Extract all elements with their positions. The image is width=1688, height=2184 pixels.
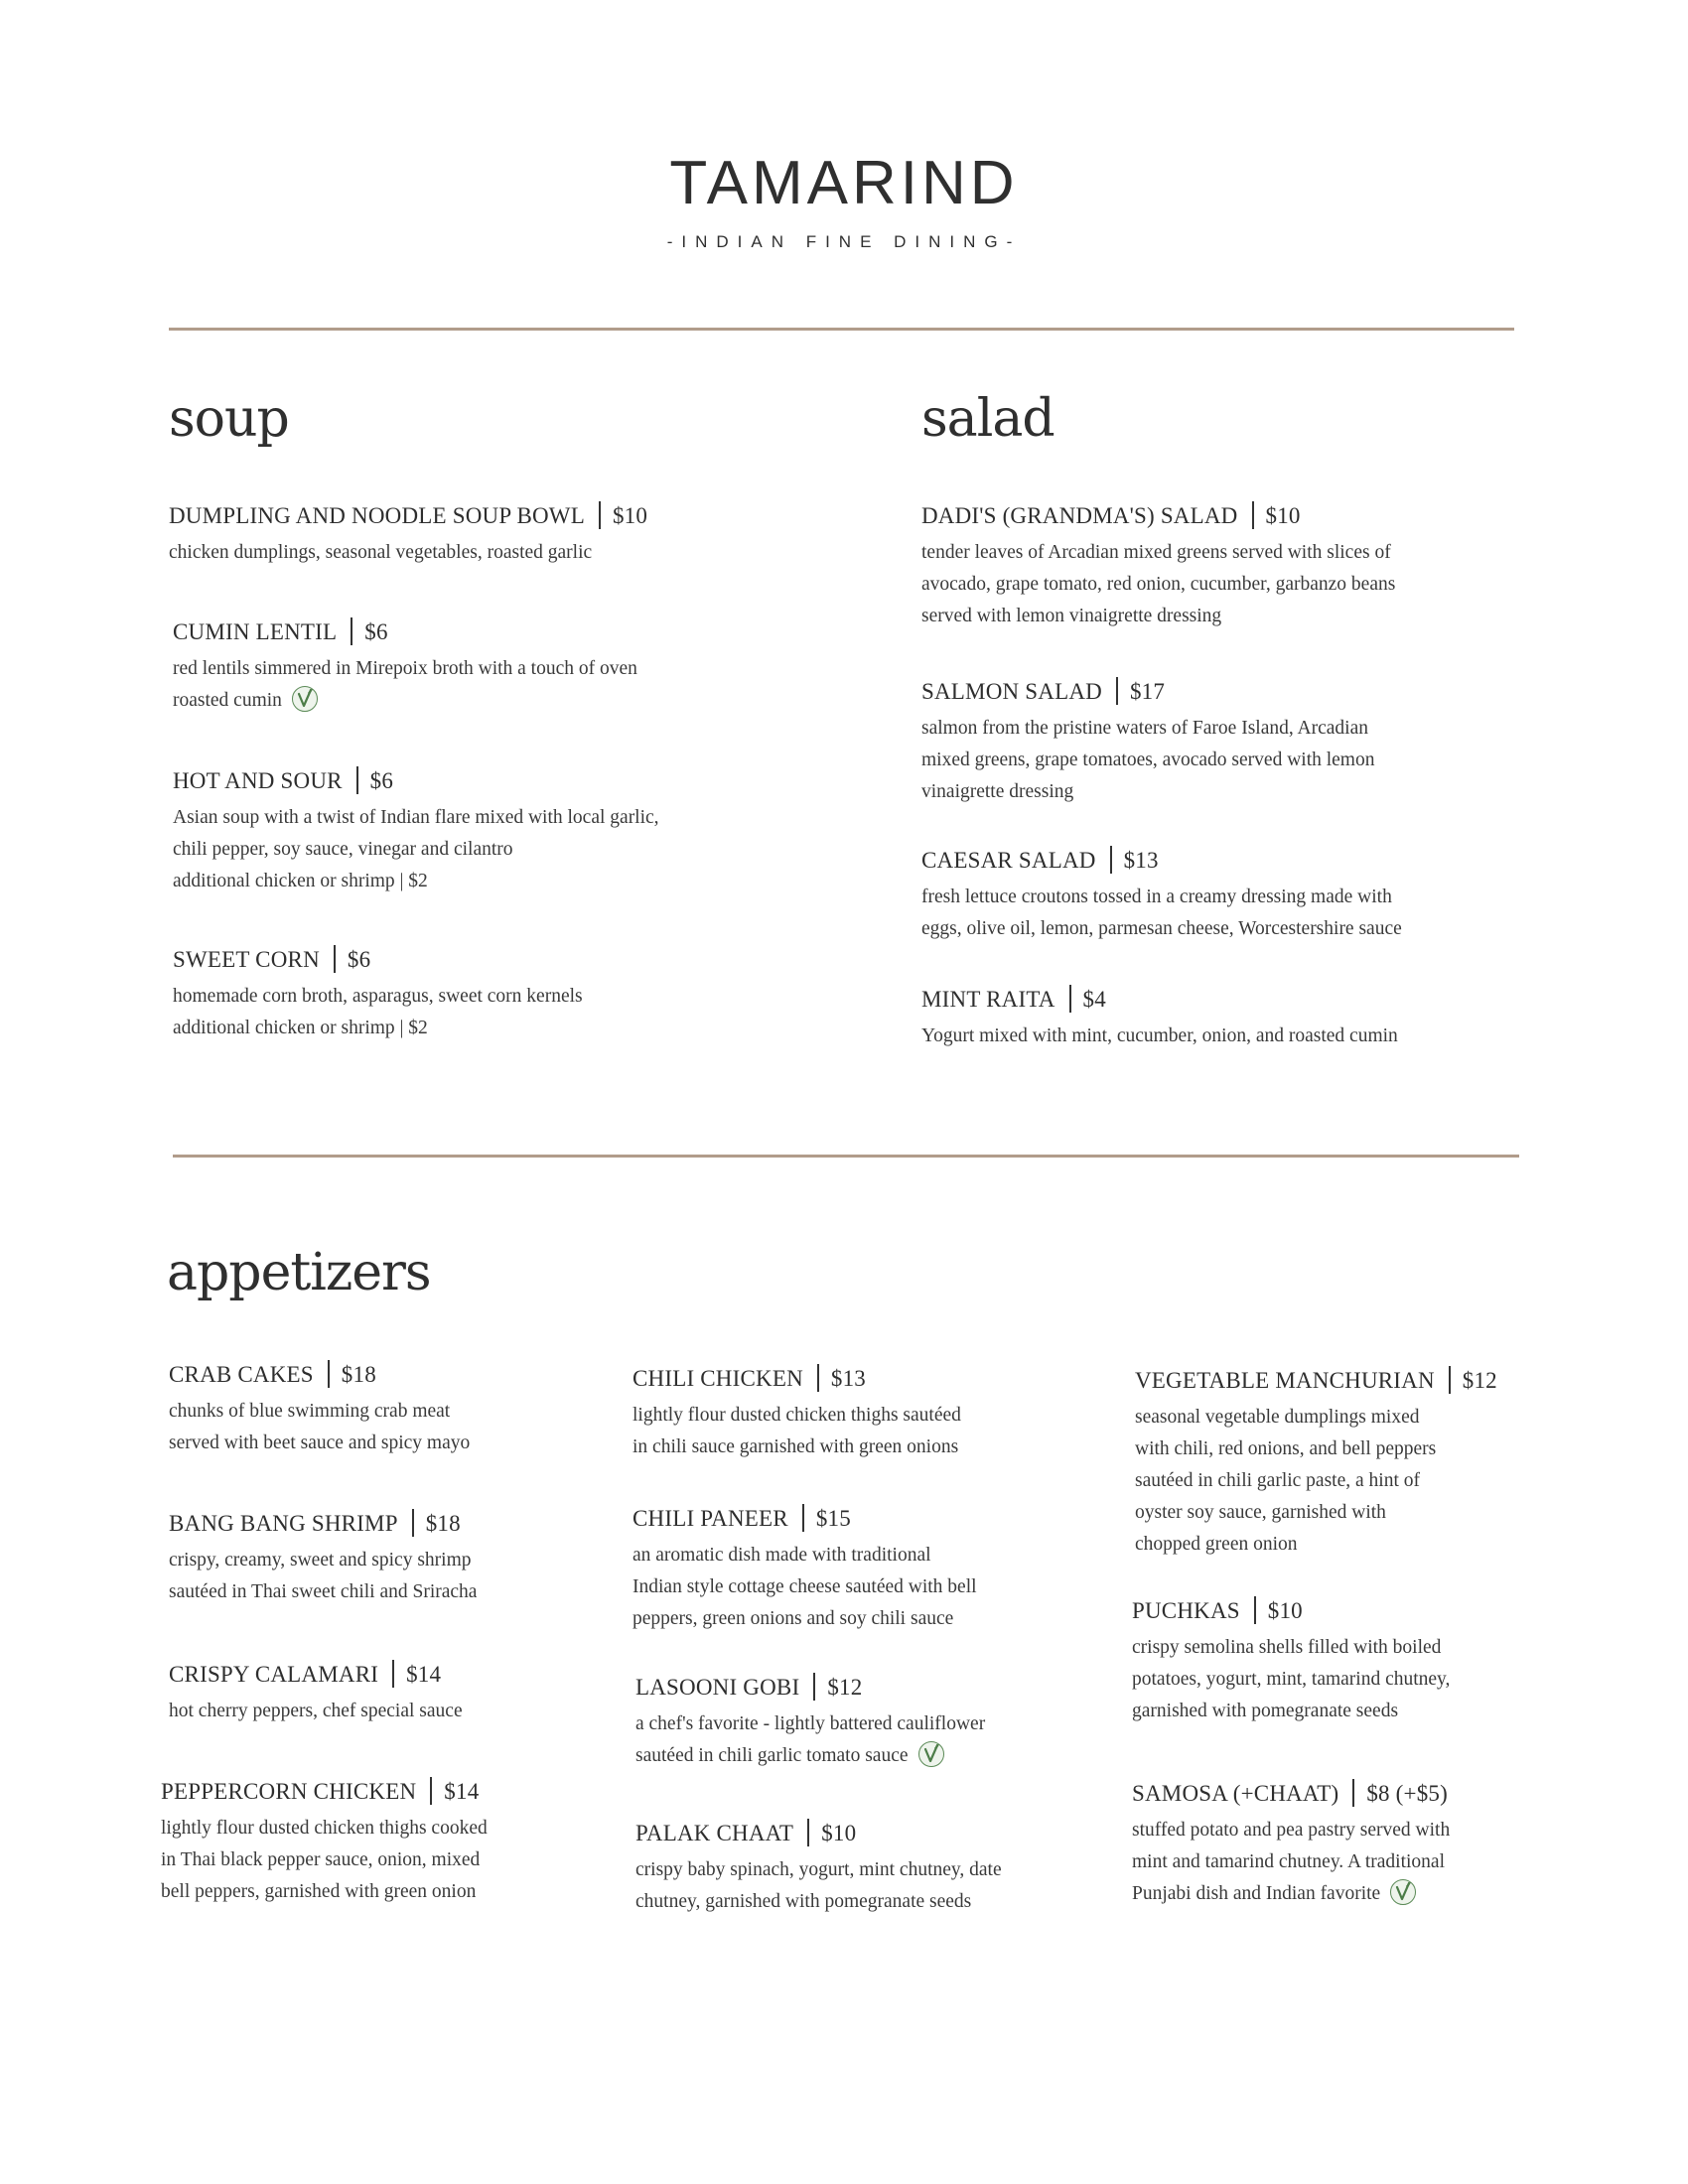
menu-item-name: CUMIN LENTIL [173, 619, 338, 644]
menu-item-header [1132, 1596, 1450, 1626]
price-separator [430, 1777, 432, 1805]
menu-item-description [1132, 1815, 1450, 1910]
menu-item-name: HOT AND SOUR [173, 768, 343, 793]
description-text: tender leaves of Arcadian mixed greens served with slices of [921, 542, 1391, 563]
description-line [633, 1540, 977, 1571]
description-text: served with beet sauce and spicy mayo [169, 1433, 471, 1453]
menu-item-header [633, 1364, 961, 1394]
menu-item-description [169, 1696, 463, 1727]
menu-item-description [633, 1540, 977, 1635]
menu-item-price: $6 [369, 768, 394, 793]
description-text: hot cherry peppers, chef special sauce [169, 1701, 463, 1721]
menu-item [921, 677, 1374, 808]
menu-item-name: SAMOSA (+CHAAT) [1132, 1781, 1339, 1806]
menu-item-description [173, 653, 637, 717]
menu-item-price: $6 [364, 619, 388, 644]
menu-item-header [921, 846, 1402, 876]
menu-item-description [921, 537, 1395, 632]
top-divider [169, 328, 1514, 331]
description-text: red lentils simmered in Mirepoix broth with a touch of oven [173, 658, 637, 679]
description-line [921, 537, 1395, 569]
description-line [633, 1432, 961, 1463]
description-text: homemade corn broth, asparagus, sweet corn kernels [173, 986, 583, 1007]
menu-item [173, 945, 583, 1044]
menu-item [161, 1777, 488, 1908]
description-line [921, 569, 1395, 601]
price-separator [807, 1819, 809, 1846]
description-line [1132, 1878, 1450, 1910]
description-line [1132, 1696, 1450, 1727]
description-text: Indian style cottage cheese sautéed with bell [633, 1576, 977, 1597]
menu-item-price: $10 [1267, 1598, 1303, 1623]
menu-item-description [921, 1021, 1398, 1052]
menu-item-price: $8 (+$5) [1366, 1781, 1448, 1806]
restaurant-header [0, 149, 1688, 252]
description-line [635, 1854, 1002, 1886]
description-text: an aromatic dish made with traditional [633, 1545, 931, 1566]
menu-item-header [1135, 1366, 1497, 1396]
menu-item-header [169, 1360, 470, 1390]
menu-item-name: PALAK CHAAT [635, 1821, 794, 1845]
price-separator [351, 617, 352, 645]
description-line [161, 1813, 488, 1844]
price-separator [1116, 677, 1118, 705]
menu-item-name: DUMPLING AND NOODLE SOUP BOWL [169, 503, 585, 528]
description-text: vinaigrette dressing [921, 781, 1074, 802]
menu-item-price: $10 [1265, 503, 1301, 528]
description-text: peppers, green onions and soy chili sauce [633, 1608, 954, 1629]
menu-item-name: CHILI CHICKEN [633, 1366, 803, 1391]
menu-item-description [1132, 1632, 1450, 1727]
menu-item [169, 501, 647, 569]
description-line [173, 834, 659, 866]
menu-item-name: CRAB CAKES [169, 1362, 314, 1387]
price-separator [1069, 985, 1071, 1013]
menu-item-name: CHILI PANEER [633, 1506, 788, 1531]
menu-item-description [921, 713, 1374, 808]
menu-item-price: $18 [341, 1362, 376, 1387]
description-text: additional chicken or shrimp | $2 [173, 871, 428, 891]
menu-item-description [173, 802, 659, 897]
description-line [169, 1396, 470, 1428]
description-line [1135, 1465, 1497, 1497]
description-line [633, 1400, 961, 1432]
description-line [921, 601, 1395, 632]
description-line [921, 713, 1374, 745]
menu-item-description [173, 981, 583, 1044]
menu-item-price: $18 [425, 1511, 461, 1536]
menu-item [1132, 1596, 1450, 1727]
middle-divider [173, 1155, 1519, 1158]
description-line [169, 1545, 477, 1576]
description-text: in Thai black pepper sauce, onion, mixed [161, 1849, 481, 1870]
description-text: potatoes, yogurt, mint, tamarind chutney, [1132, 1669, 1451, 1690]
description-line [169, 1696, 463, 1727]
price-separator [1254, 1596, 1256, 1624]
menu-item-header [635, 1819, 1002, 1848]
description-line [1135, 1497, 1497, 1529]
menu-item [169, 1660, 463, 1727]
menu-item-price: $12 [1462, 1368, 1497, 1393]
menu-item-header [921, 501, 1395, 531]
description-text: sautéed in chili garlic tomato sauce [635, 1745, 909, 1766]
menu-item-price: $4 [1082, 987, 1106, 1012]
description-line [1132, 1846, 1450, 1878]
menu-item-header [1132, 1779, 1450, 1809]
menu-item-header [635, 1673, 985, 1703]
price-separator [412, 1509, 414, 1537]
description-text: chili pepper, soy sauce, vinegar and cilantro [173, 839, 513, 860]
menu-item-header [921, 985, 1398, 1015]
description-line [161, 1876, 488, 1908]
menu-item-description [169, 1396, 470, 1459]
description-text: crispy baby spinach, yogurt, mint chutney, date [635, 1859, 1002, 1880]
description-line [169, 1428, 470, 1459]
section-title-soup: soup [169, 389, 289, 449]
description-text: chopped green onion [1135, 1534, 1298, 1555]
menu-item-price: $17 [1129, 679, 1166, 704]
price-separator [817, 1364, 819, 1392]
description-text: sautéed in Thai sweet chili and Sriracha [169, 1581, 478, 1602]
menu-item-price: $10 [612, 503, 648, 528]
menu-item-price: $14 [406, 1662, 442, 1687]
description-line [921, 882, 1402, 913]
description-text: seasonal vegetable dumplings mixed [1135, 1407, 1420, 1428]
menu-item [921, 501, 1395, 632]
menu-item [921, 985, 1398, 1052]
menu-item [169, 1360, 470, 1459]
description-text: avocado, grape tomato, red onion, cucumber, garbanzo beans [921, 574, 1396, 595]
menu-item-header [173, 766, 659, 796]
description-line [1132, 1815, 1450, 1846]
menu-item-name: CAESAR SALAD [921, 848, 1096, 873]
description-text: chunks of blue swimming crab meat [169, 1401, 451, 1422]
menu-item [1132, 1779, 1450, 1910]
menu-item-name: SALMON SALAD [921, 679, 1102, 704]
description-line [635, 1708, 985, 1740]
menu-item-description [161, 1813, 488, 1908]
price-separator [1352, 1779, 1354, 1807]
menu-item-header [169, 501, 647, 531]
description-text: Yogurt mixed with mint, cucumber, onion, and roasted cumin [921, 1025, 1398, 1046]
description-line [173, 981, 583, 1013]
description-text: Punjabi dish and Indian favorite [1132, 1883, 1381, 1904]
menu-item-price: $12 [827, 1675, 863, 1700]
menu-item-price: $13 [1123, 848, 1159, 873]
menu-item-price: $6 [347, 947, 371, 972]
price-separator [334, 945, 336, 973]
menu-item [633, 1504, 977, 1635]
price-separator [392, 1660, 394, 1688]
description-line [173, 685, 637, 717]
menu-item [173, 617, 637, 717]
menu-item-name: DADI'S (GRANDMA'S) SALAD [921, 503, 1238, 528]
description-text: mint and tamarind chutney. A traditional [1132, 1851, 1445, 1872]
description-line [1132, 1664, 1450, 1696]
restaurant-name: TAMARIND [669, 149, 1019, 217]
description-line [633, 1571, 977, 1603]
menu-item-name: PUCHKAS [1132, 1598, 1240, 1623]
description-text: in chili sauce garnished with green onions [633, 1436, 959, 1457]
description-line [635, 1740, 985, 1772]
menu-item [173, 766, 659, 897]
price-separator [1110, 846, 1112, 874]
menu-item-header [161, 1777, 488, 1807]
menu-item-description [169, 537, 647, 569]
menu-item [169, 1509, 477, 1608]
menu-item-header [169, 1509, 477, 1539]
description-text: eggs, olive oil, lemon, parmesan cheese, Worcestershire sauce [921, 918, 1402, 939]
menu-item [635, 1673, 985, 1772]
section-title-appetizers: appetizers [167, 1243, 431, 1302]
menu-item-description [635, 1708, 985, 1772]
description-text: crispy, creamy, sweet and spicy shrimp [169, 1550, 472, 1570]
price-separator [802, 1504, 804, 1532]
description-text: with chili, red onions, and bell peppers [1135, 1438, 1437, 1459]
description-line [921, 745, 1374, 776]
description-line [173, 802, 659, 834]
menu-item-header [633, 1504, 977, 1534]
menu-item-price: $13 [830, 1366, 866, 1391]
vegetarian-check-icon [1390, 1879, 1416, 1905]
menu-item-description [1135, 1402, 1497, 1561]
description-line [1132, 1632, 1450, 1664]
menu-item-name: VEGETABLE MANCHURIAN [1135, 1368, 1435, 1393]
description-text: lightly flour dusted chicken thighs sautéed [633, 1405, 961, 1426]
description-line [169, 537, 647, 569]
description-text: chutney, garnished with pomegranate seeds [635, 1891, 972, 1912]
vegetarian-check-icon [292, 686, 318, 712]
menu-item-name: CRISPY CALAMARI [169, 1662, 379, 1687]
description-text: a chef's favorite - lightly battered cauliflower [635, 1713, 986, 1734]
description-text: bell peppers, garnished with green onion [161, 1881, 477, 1902]
description-line [173, 1013, 583, 1044]
vegetarian-check-icon [918, 1741, 944, 1767]
description-text: crispy semolina shells filled with boiled [1132, 1637, 1442, 1658]
description-text: lightly flour dusted chicken thighs cooked [161, 1818, 488, 1839]
menu-item-name: BANG BANG SHRIMP [169, 1511, 398, 1536]
menu-item-price: $10 [821, 1821, 857, 1845]
description-line [161, 1844, 488, 1876]
description-line [1135, 1433, 1497, 1465]
menu-item-name: SWEET CORN [173, 947, 320, 972]
menu-item-name: LASOONI GOBI [635, 1675, 800, 1700]
price-separator [813, 1673, 815, 1701]
description-text: oyster soy sauce, garnished with [1135, 1502, 1386, 1523]
menu-item-description [921, 882, 1402, 945]
description-line [1135, 1402, 1497, 1433]
menu-item [921, 846, 1402, 945]
menu-item [635, 1819, 1002, 1918]
price-separator [599, 501, 601, 529]
menu-item [633, 1364, 961, 1463]
menu-item-description [169, 1545, 477, 1608]
menu-item-name: PEPPERCORN CHICKEN [161, 1779, 417, 1804]
price-separator [1449, 1366, 1451, 1394]
menu-item-header [921, 677, 1374, 707]
description-text: additional chicken or shrimp | $2 [173, 1018, 428, 1038]
description-line [921, 776, 1374, 808]
menu-item-description [633, 1400, 961, 1463]
menu-item-description [635, 1854, 1002, 1918]
description-line [173, 653, 637, 685]
menu-item-header [173, 617, 637, 647]
menu-item-name: MINT RAITA [921, 987, 1055, 1012]
price-separator [328, 1360, 330, 1388]
menu-item-header [169, 1660, 463, 1690]
description-text: stuffed potato and pea pastry served with [1132, 1820, 1451, 1841]
description-text: fresh lettuce croutons tossed in a creamy dressing made with [921, 887, 1392, 907]
description-text: served with lemon vinaigrette dressing [921, 606, 1222, 626]
description-line [633, 1603, 977, 1635]
restaurant-tagline: -INDIAN FINE DINING- [666, 232, 1022, 251]
section-title-salad: salad [921, 389, 1055, 449]
description-text: roasted cumin [173, 690, 282, 711]
description-line [173, 866, 659, 897]
menu-item [1135, 1366, 1497, 1561]
description-text: garnished with pomegranate seeds [1132, 1701, 1399, 1721]
price-separator [356, 766, 358, 794]
price-separator [1252, 501, 1254, 529]
menu-item-price: $15 [815, 1506, 851, 1531]
description-text: mixed greens, grape tomatoes, avocado served with lemon [921, 750, 1375, 770]
description-line [1135, 1529, 1497, 1561]
description-line [921, 1021, 1398, 1052]
description-text: Asian soup with a twist of Indian flare mixed with local garlic, [173, 807, 659, 828]
description-line [169, 1576, 477, 1608]
menu-item-price: $14 [444, 1779, 480, 1804]
description-text: salmon from the pristine waters of Faroe Island, Arcadian [921, 718, 1368, 739]
description-line [635, 1886, 1002, 1918]
description-text: chicken dumplings, seasonal vegetables, roasted garlic [169, 542, 593, 563]
description-text: sautéed in chili garlic paste, a hint of [1135, 1470, 1420, 1491]
description-line [921, 913, 1402, 945]
menu-item-header [173, 945, 583, 975]
